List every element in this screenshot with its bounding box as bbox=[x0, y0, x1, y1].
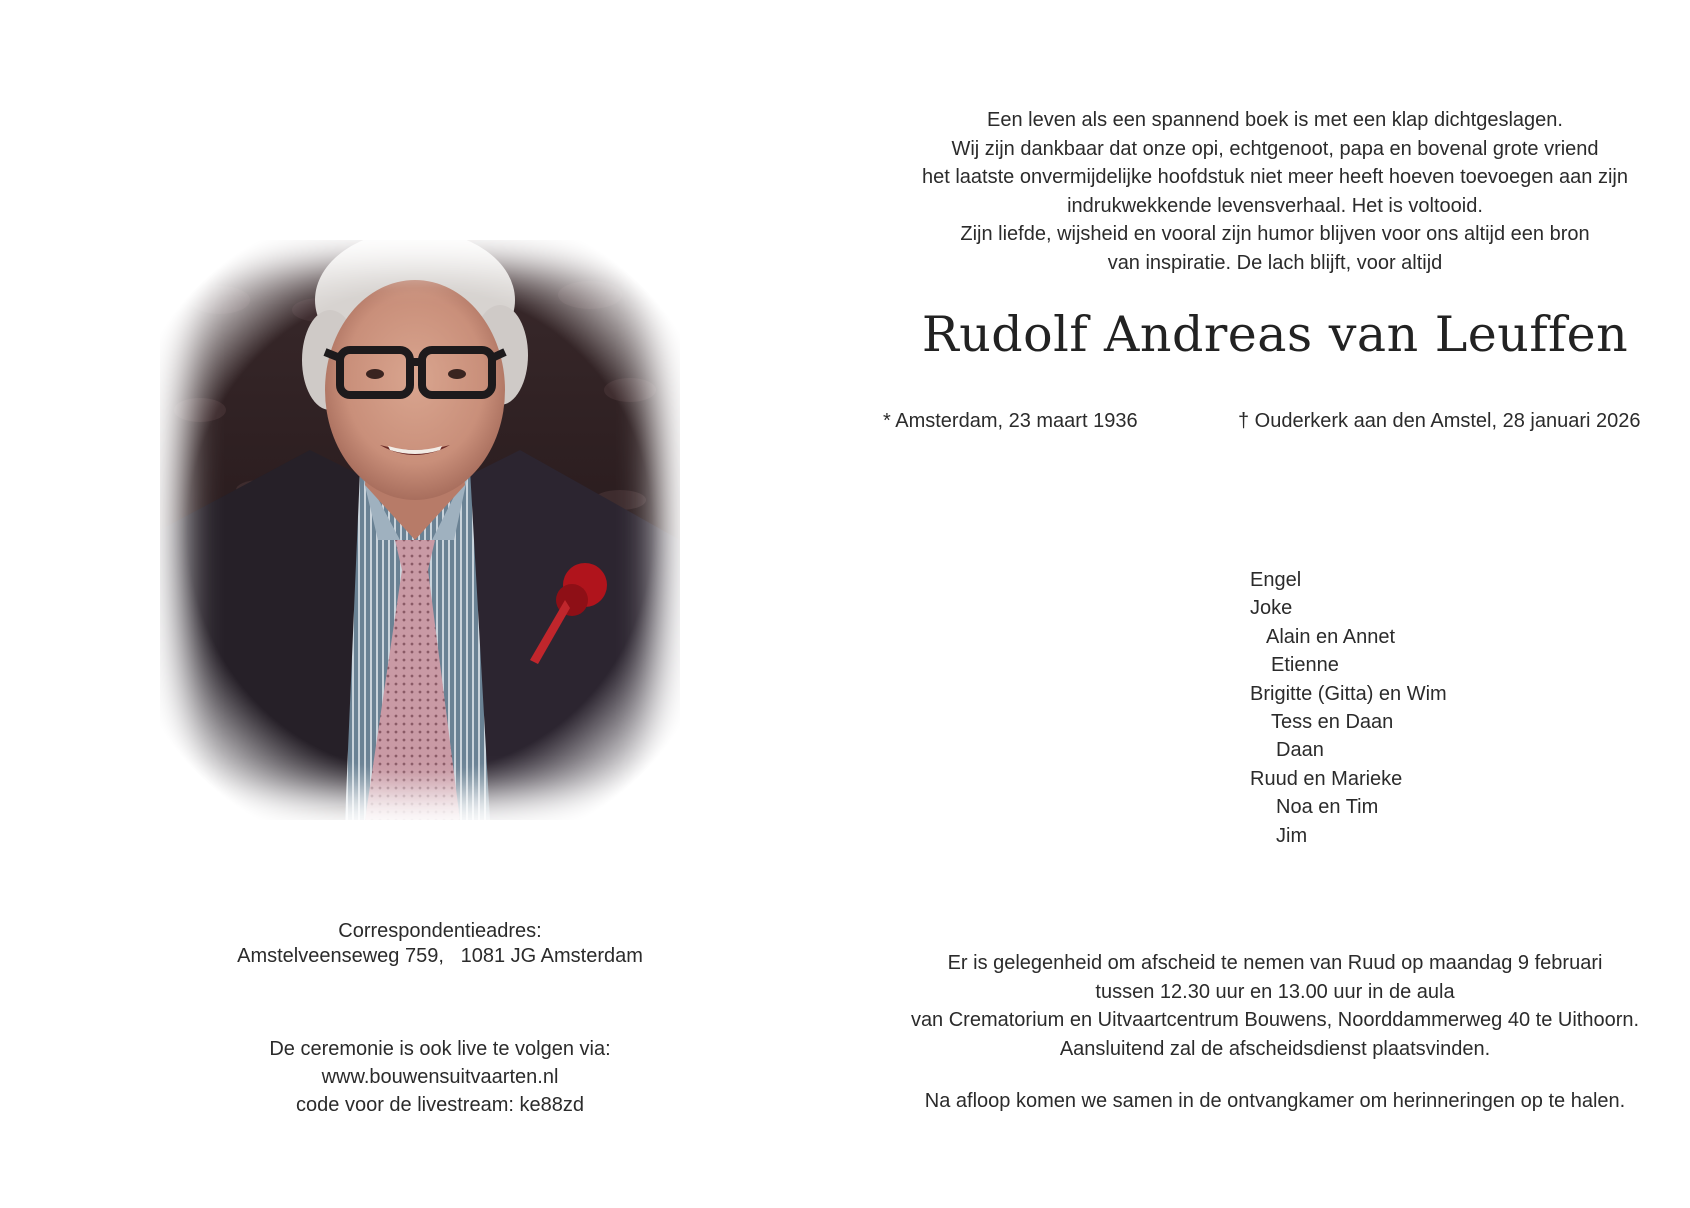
address-label: Correspondentieadres: bbox=[338, 920, 542, 942]
portrait-photo bbox=[160, 240, 680, 820]
deceased-name: Rudolf Andreas van Leuffen bbox=[921, 306, 1629, 363]
family-member: Joke bbox=[1250, 597, 1293, 620]
family-member: Ruud en Marieke bbox=[1250, 767, 1403, 790]
family-member: Daan bbox=[1276, 739, 1324, 762]
family-member: Jim bbox=[1276, 824, 1308, 847]
farewell-line: van Crematorium en Uitvaartcentrum Bouwens, Noorddammerweg 40 te Uithoorn. bbox=[910, 1009, 1640, 1031]
family-member: Etienne bbox=[1271, 654, 1339, 677]
farewell-line: tussen 12.30 uur en 13.00 uur in de aula bbox=[1095, 980, 1455, 1003]
family-member: Noa en Tim bbox=[1276, 796, 1379, 819]
poem bbox=[880, 106, 1670, 277]
family-member: Alain en Annet bbox=[1266, 625, 1395, 648]
family-list bbox=[1250, 566, 1447, 850]
poem-line: Een leven als een spannend boek is met een klap dichtgeslagen. bbox=[987, 109, 1563, 131]
farewell-line: Aansluitend zal de afscheidsdienst plaatsvinden. bbox=[1059, 1037, 1491, 1060]
portrait-photo-icon bbox=[160, 240, 680, 820]
poem-line: van inspiratie. De lach blijft, voor altijd bbox=[1107, 251, 1443, 274]
family-member: Tess en Daan bbox=[1271, 711, 1394, 734]
poem-line: Wij zijn dankbaar dat onze opi, echtgenoot, papa en bovenal grote vriend bbox=[951, 137, 1599, 160]
poem-line: indrukwekkende levensverhaal. Het is voltooid. bbox=[1067, 194, 1483, 217]
address-line bbox=[140, 944, 740, 969]
farewell-details bbox=[870, 949, 1680, 1063]
livestream-info bbox=[140, 1035, 740, 1119]
livestream-website: www.bouwensuitvaarten.nl bbox=[321, 1066, 559, 1088]
poem-line: het laatste onvermijdelijke hoofdstuk niet meer heeft hoeven toevoegen aan zijn bbox=[921, 166, 1628, 188]
livestream-intro: De ceremonie is ook live te volgen via: bbox=[269, 1038, 611, 1060]
farewell-line: Er is gelegenheid om afscheid te nemen van Ruud op maandag 9 februari bbox=[947, 952, 1603, 974]
address-postcode-city: 1081 JG Amsterdam bbox=[460, 945, 643, 967]
poem-line: Zijn liefde, wijsheid en vooral zijn humor blijven voor ons altijd een bron bbox=[960, 223, 1590, 245]
correspondence-address bbox=[140, 919, 740, 969]
death-date: † Ouderkerk aan den Amstel, 28 januari 2026 bbox=[1238, 410, 1641, 432]
afterwards-note: Na afloop komen we samen in de ontvangkamer om herinneringen op te halen. bbox=[924, 1090, 1626, 1112]
livestream-code: code voor de livestream: ke88zd bbox=[296, 1094, 584, 1116]
address-street: Amstelveenseweg 759, bbox=[237, 945, 444, 967]
birth-date: * Amsterdam, 23 maart 1936 bbox=[883, 410, 1138, 432]
family-member: Engel bbox=[1250, 569, 1302, 591]
family-member: Brigitte (Gitta) en Wim bbox=[1250, 682, 1447, 705]
